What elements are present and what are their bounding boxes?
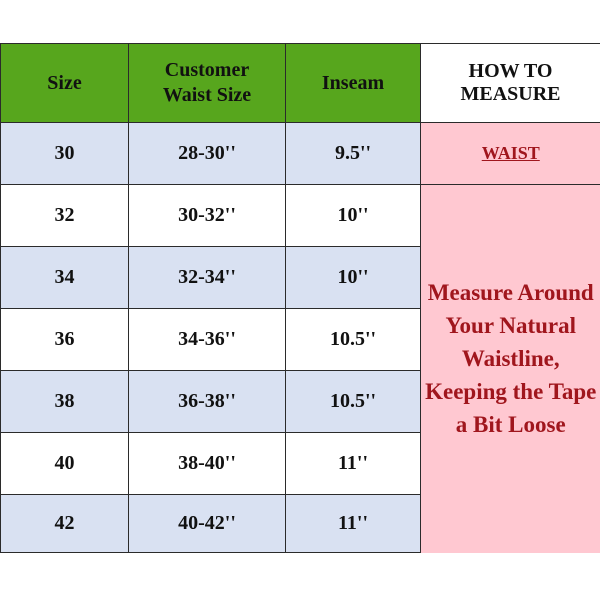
table-row bbox=[1, 185, 600, 247]
inseam-header: Inseam bbox=[286, 44, 421, 123]
size-cell: 38 bbox=[1, 371, 129, 433]
table-row bbox=[1, 123, 600, 185]
inseam-cell: 10.5'' bbox=[286, 309, 421, 371]
inseam-cell: 9.5'' bbox=[286, 123, 421, 185]
size-header: Size bbox=[1, 44, 129, 123]
waist-cell: 36-38'' bbox=[129, 371, 286, 433]
size-cell: 42 bbox=[1, 495, 129, 553]
inseam-cell: 11'' bbox=[286, 495, 421, 553]
waist-cell: 32-34'' bbox=[129, 247, 286, 309]
waist-cell: 28-30'' bbox=[129, 123, 286, 185]
waist-header-line2: Waist Size bbox=[162, 84, 252, 106]
size-cell: 32 bbox=[1, 185, 129, 247]
waist-header-line1: Customer bbox=[164, 59, 250, 81]
waist-cell: 38-40'' bbox=[129, 433, 286, 495]
measure-instruction: Measure Around Your Natural Waistline, Keeping the Tape a Bit Loose bbox=[425, 280, 597, 438]
waist-cell: 40-42'' bbox=[129, 495, 286, 553]
waist-cell: 34-36'' bbox=[129, 309, 286, 371]
measure-label: WAIST bbox=[481, 143, 540, 163]
size-cell: 34 bbox=[1, 247, 129, 309]
how-to-measure-header: HOW TO MEASURE bbox=[421, 44, 600, 123]
size-cell: 30 bbox=[1, 123, 129, 185]
inseam-cell: 10'' bbox=[286, 247, 421, 309]
inseam-cell: 10.5'' bbox=[286, 371, 421, 433]
size-cell: 36 bbox=[1, 309, 129, 371]
inseam-cell: 10'' bbox=[286, 185, 421, 247]
inseam-cell: 11'' bbox=[286, 433, 421, 495]
waist-cell: 30-32'' bbox=[129, 185, 286, 247]
measure-label-cell bbox=[421, 123, 600, 185]
size-table bbox=[0, 43, 600, 553]
size-chart bbox=[0, 43, 600, 556]
waist-size-header bbox=[129, 44, 286, 123]
size-cell: 40 bbox=[1, 433, 129, 495]
measure-instruction-cell bbox=[421, 185, 600, 553]
header-row bbox=[1, 44, 600, 123]
